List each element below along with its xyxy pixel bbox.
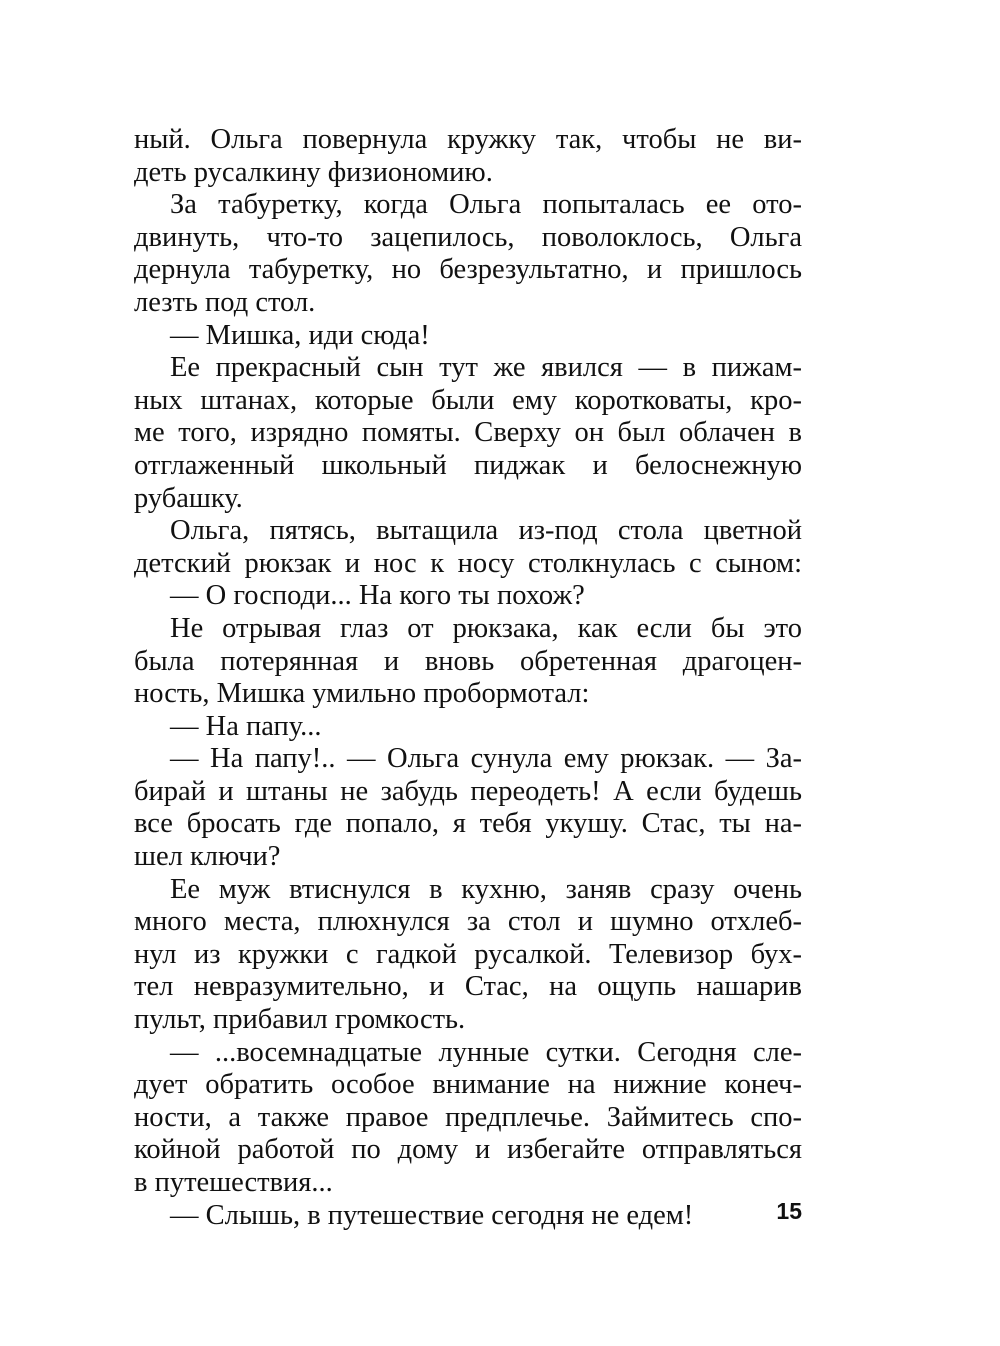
text-line: койной работой по дому и избегайте отправляться: [134, 1134, 802, 1166]
text-line: тел невразумительно, и Стас, на ощупь нашарив: [134, 971, 802, 1003]
text-line: Ее муж втиснулся в кухню, заняв сразу очень: [170, 873, 802, 905]
text-line: ный. Ольга повернула кружку так, чтобы не ви-: [134, 124, 802, 155]
text-line: нул из кружки с гадкой русалкой. Телевизор бух-: [134, 938, 802, 970]
text-line: дернула табуретку, но безрезультатно, и пришлось: [134, 254, 802, 286]
text-line: ме того, изрядно помяты. Сверху он был облачен в: [134, 417, 802, 449]
text-line: Не отрывая глаз от рюкзака, как если бы это: [170, 612, 802, 644]
text-line: рубашку.: [134, 482, 243, 514]
text-line: Ее прекрасный сын тут же явился — в пижам-: [170, 352, 802, 384]
text-line: — Мишка, иди сюда!: [170, 319, 430, 351]
text-line: ность, Мишка умильно пробормотал:: [134, 678, 590, 710]
text-line: Ольга, пятясь, вытащила из-под стола цветной: [170, 515, 802, 547]
text-line: много места, плюхнулся за стол и шумно отхлеб-: [134, 906, 802, 938]
text-line: детский рюкзак и нос к носу столкнулась с сыном:: [134, 547, 802, 579]
text-line: дует обратить особое внимание на нижние конеч-: [134, 1069, 802, 1101]
text-line: отглаженный школьный пиджак и белоснежную: [134, 449, 802, 481]
text-line: За табуретку, когда Ольга попыталась ее ото-: [170, 189, 802, 221]
text-line: пульт, прибавил громкость.: [134, 1004, 466, 1036]
text-line: — На папу...: [170, 710, 322, 742]
text-line: все бросать где попало, я тебя укушу. Стас, ты на-: [134, 808, 802, 840]
text-line: — На папу!.. — Ольга сунула ему рюкзак. — За-: [170, 743, 802, 775]
text-line: бирай и штаны не забудь переодеть! А если будешь: [134, 775, 802, 807]
text-line: — ...восемнадцатые лунные сутки. Сегодня сле-: [170, 1036, 802, 1068]
text-line: лезть под стол.: [134, 286, 316, 318]
text-line: — Слышь, в путешествие сегодня не едем!: [170, 1199, 694, 1231]
text-line: шел ключи?: [134, 841, 281, 873]
text-line: была потерянная и вновь обретенная драгоцен-: [134, 645, 802, 677]
text-line: ных штанах, которые были ему коротковаты, кро-: [134, 384, 802, 416]
page-number: 15: [776, 1198, 802, 1224]
text-line: ности, а также правое предплечье. Займитесь спо-: [134, 1101, 802, 1133]
book-page-text: [134, 124, 802, 1232]
text-line: деть русалкину физиономию.: [134, 156, 493, 188]
text-line: — О господи... На кого ты похож?: [170, 580, 585, 612]
text-line: двинуть, что-то зацепилось, поволоклось, Ольга: [134, 221, 802, 253]
text-line: в путешествия...: [134, 1167, 333, 1198]
